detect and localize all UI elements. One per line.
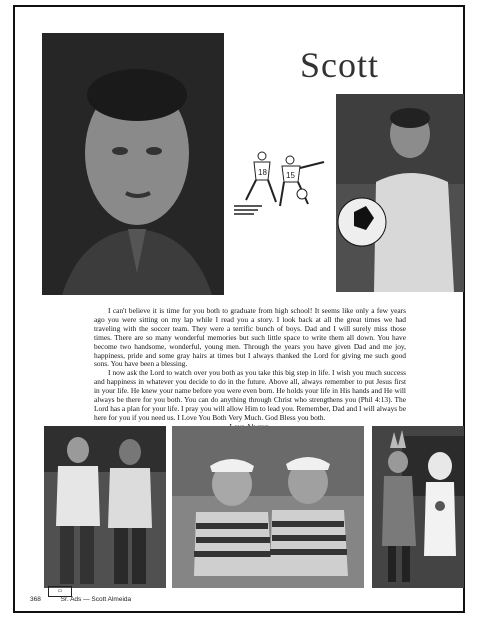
page-footer [30,596,149,603]
sailor-hats-photo [172,426,364,588]
letter-paragraph: I can't believe it is time for you both to graduate from high school! It seems like only a few years ago you were sitting on my lap while I read you a story. I look back at all the great times we had traveling with the soccer team. They were a terrific bunch of boys. Dad and I will surely miss those times. There are so many wonderful memories but such little space to write them all down. You have become two handsome, wonderful, young men. Through the years you have given Dad and me joy, happiness, pride and some gray hairs at times but I always thanked the Lord for giving me such good sons. You have been a blessing. [94,306,406,369]
senior-portrait-photo [42,33,224,295]
yearbook-logo: ▭ [48,586,72,597]
svg-text:18: 18 [258,168,267,177]
brothers-photo [44,426,166,588]
page-number: 368 [30,596,41,603]
page-title: Scott [300,45,380,85]
svg-text:15: 15 [286,171,295,180]
letter-paragraph: I now ask the Lord to watch over you both as you take this big step in life. I wish you much success and happiness in whatever you decide to do in the future. Above all, always remember to put Jesus first in your life. He knew your name before you were even born. He holds your life in His hands and He will always be there for you both. You can do anything through Christ who strengthens you (Phil 4:13). The Lord has a plan for your life. I pray you will allow Him to lead you. Remember, Dad and I will always be here for you if you need us. I Love You Both Very Much. God Bless you both. [94,368,406,422]
letter-text [94,307,406,441]
footer-section-label: Sr. Ads — Scott Almeida [60,596,132,603]
soccer-players-clipart [232,148,332,222]
childhood-soccer-photo [336,94,464,292]
halloween-costume-photo [372,426,464,588]
